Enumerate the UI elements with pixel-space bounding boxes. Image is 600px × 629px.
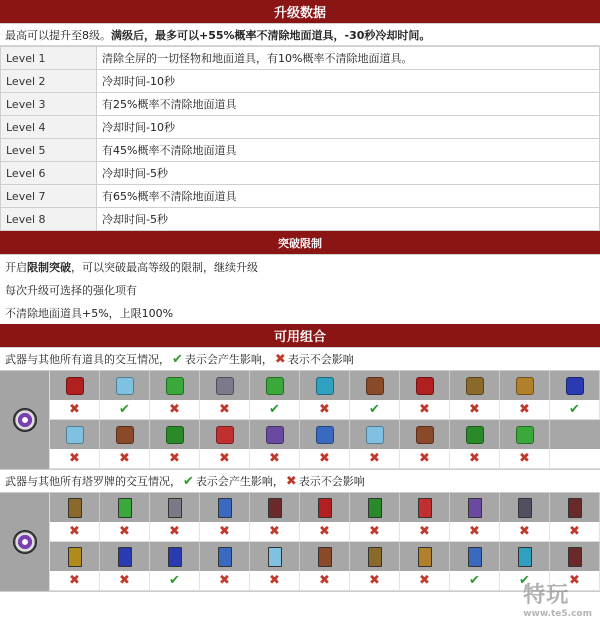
mark-cell <box>250 449 300 468</box>
mark-cell <box>100 449 150 468</box>
level-label: Level 6 <box>1 162 97 185</box>
mark-cell <box>400 522 450 541</box>
brown-chest-icon <box>116 426 134 444</box>
cross-icon: ✖ <box>469 451 480 466</box>
upgrade-summary-bold: 满级后，最多可以+55%概率不清除地面道具，-30秒冷却时间。 <box>111 28 431 42</box>
item-cell <box>550 371 600 400</box>
cross-icon: ✖ <box>419 573 430 588</box>
items-intro-text: 武器与其他所有道具的交互情况， <box>5 353 170 366</box>
level-label: Level 5 <box>1 139 97 162</box>
level-row <box>1 139 600 162</box>
watermark-url: www.te5.com <box>523 609 592 619</box>
breakthrough-text: 开启 <box>5 260 27 274</box>
tarot-cell <box>300 493 350 522</box>
mark-cell <box>500 449 550 468</box>
cross-icon: ✖ <box>219 451 230 466</box>
tarot-cobalt-card-icon <box>118 547 132 567</box>
cross-icon: ✖ <box>569 524 580 539</box>
tarot-cell <box>400 542 450 571</box>
tarot-intro-check-text: 表示会产生影响， <box>195 475 284 488</box>
breakthrough-header <box>0 231 600 255</box>
watermark-name: 特玩 <box>523 583 570 608</box>
tarot-intro-text: 武器与其他所有塔罗牌的交互情况， <box>5 475 181 488</box>
cross-icon: ✖ <box>269 573 280 588</box>
tarot-intro <box>0 470 600 493</box>
mark-cell <box>250 571 300 590</box>
mark-cell <box>200 522 250 541</box>
mark-cell <box>450 571 500 590</box>
tarot-cell <box>550 493 600 522</box>
mark-cell <box>100 522 150 541</box>
cross-icon: ✖ <box>219 524 230 539</box>
check-icon: ✔ <box>469 573 480 588</box>
tarot-cell <box>450 493 500 522</box>
item-cell <box>100 371 150 400</box>
cross-icon: ✖ <box>569 573 580 588</box>
item-cell <box>450 420 500 449</box>
items-intro-check-text: 表示会产生影响， <box>184 353 273 366</box>
items-intro <box>0 348 600 371</box>
cross-icon: ✖ <box>69 402 80 417</box>
item-cell <box>50 371 100 400</box>
weapon-cell <box>0 493 50 591</box>
red-magnet-icon <box>416 426 434 444</box>
cross-icon: ✖ <box>219 573 230 588</box>
level-row <box>1 70 600 93</box>
mark-cell <box>50 522 100 541</box>
weapon-cell <box>0 371 50 469</box>
tarot-pale-card-icon <box>518 547 532 567</box>
cross-icon: ✖ <box>269 451 280 466</box>
mark-cell <box>450 400 500 419</box>
mark-cell <box>450 522 500 541</box>
cross-icon: ✖ <box>69 573 80 588</box>
red-arrow-icon <box>466 426 484 444</box>
tarot-cell <box>250 493 300 522</box>
tarot-cell <box>350 542 400 571</box>
cross-icon: ✖ <box>319 402 330 417</box>
mark-cell <box>500 522 550 541</box>
tarot-orange-card-icon <box>468 547 482 567</box>
check-icon: ✔ <box>519 573 530 588</box>
cross-icon: ✖ <box>419 402 430 417</box>
cross-icon: ✖ <box>319 451 330 466</box>
tarot-cell <box>350 493 400 522</box>
item-cell <box>200 371 250 400</box>
mark-cell <box>350 522 400 541</box>
mark-cell <box>400 571 450 590</box>
item-cell <box>500 371 550 400</box>
level-effect: 冷却时间-10秒 <box>97 116 600 139</box>
level-row <box>1 162 600 185</box>
item-cell <box>100 420 150 449</box>
tarot-cell <box>250 542 300 571</box>
mark-cell <box>250 400 300 419</box>
tarot-cyan-card-icon <box>68 498 82 518</box>
item-cell <box>50 420 100 449</box>
combos-header <box>0 324 600 348</box>
mark-cell <box>250 522 300 541</box>
mark-cell <box>400 449 450 468</box>
tarot-navy-card-icon <box>368 498 382 518</box>
tarot-cell <box>50 493 100 522</box>
silver-armor-icon <box>516 377 534 395</box>
tarot-cell <box>100 493 150 522</box>
cross-icon: ✖ <box>69 524 80 539</box>
tarot-intro-cross-text: 表示不会影响 <box>298 475 365 488</box>
mark-cell <box>350 400 400 419</box>
tarot-slate-card-icon <box>318 547 332 567</box>
tarot-violet-card-icon <box>68 547 82 567</box>
check-icon: ✔ <box>169 573 180 588</box>
breakthrough-bold: 限制突破 <box>27 260 71 274</box>
mark-cell <box>450 449 500 468</box>
item-cell <box>450 371 500 400</box>
cross-icon: ✖ <box>419 524 430 539</box>
item-cell <box>400 420 450 449</box>
mark-cell <box>150 400 200 419</box>
item-cell <box>400 371 450 400</box>
tarot-indigo-card-icon <box>518 498 532 518</box>
cross-icon: ✖ <box>119 524 130 539</box>
blue-orb-icon <box>466 377 484 395</box>
gold-shield-icon <box>66 426 84 444</box>
cross-icon: ✖ <box>119 573 130 588</box>
tarot-cell <box>400 493 450 522</box>
upgrade-summary-text: 最高可以提升至8级。 <box>5 28 111 42</box>
item-cell <box>250 371 300 400</box>
tarot-cell <box>50 542 100 571</box>
level-table <box>0 46 600 231</box>
tarot-cell <box>500 493 550 522</box>
cross-icon: ✖ <box>119 451 130 466</box>
weapon-disc-icon <box>13 408 37 432</box>
level-effect: 有25%概率不清除地面道具 <box>97 93 600 116</box>
items-intro-cross-text: 表示不会影响 <box>287 353 354 366</box>
cross-icon: ✖ <box>219 402 230 417</box>
mark-cell <box>300 522 350 541</box>
green-ring-icon <box>366 426 384 444</box>
tarot-aqua-card-icon <box>218 547 232 567</box>
tarot-cell <box>150 542 200 571</box>
level-row <box>1 93 600 116</box>
gold-bar-icon <box>516 426 534 444</box>
tarot-blue-card-icon <box>118 498 132 518</box>
cross-icon: ✖ <box>169 402 180 417</box>
compass-icon <box>566 377 584 395</box>
watermark <box>523 578 592 619</box>
cross-legend-icon: ✖ <box>274 351 286 367</box>
tarot-olive-card-icon <box>568 498 582 518</box>
mark-cell <box>100 571 150 590</box>
breakthrough-title: 突破限制 <box>278 236 322 250</box>
item-cell <box>350 371 400 400</box>
tarot-grid <box>0 493 600 592</box>
mark-cell <box>300 449 350 468</box>
breakthrough-text-tail: ，可以突破最高等级的限制，继续升级 <box>71 260 258 274</box>
cross-icon: ✖ <box>369 573 380 588</box>
dark-ring-icon <box>316 426 334 444</box>
breakthrough-line-3: 不清除地面道具+5%，上限100% <box>5 306 174 320</box>
mark-cell <box>150 449 200 468</box>
red-book-icon <box>116 377 134 395</box>
cross-icon: ✖ <box>319 524 330 539</box>
cross-icon: ✖ <box>519 524 530 539</box>
mark-cell <box>50 400 100 419</box>
combos-title: 可用组合 <box>273 330 326 345</box>
cross-icon: ✖ <box>319 573 330 588</box>
mark-cell <box>50 571 100 590</box>
level-label: Level 3 <box>1 93 97 116</box>
white-wings-icon <box>266 426 284 444</box>
level-row <box>1 208 600 231</box>
check-legend-icon: ✔ <box>183 473 194 489</box>
level-label: Level 2 <box>1 70 97 93</box>
cross-icon: ✖ <box>169 524 180 539</box>
level-effect: 冷却时间-10秒 <box>97 70 600 93</box>
item-cell <box>500 420 550 449</box>
mark-cell <box>150 571 200 590</box>
item-cell <box>350 420 400 449</box>
level-label: Level 4 <box>1 116 97 139</box>
clover-icon <box>266 377 284 395</box>
skull-mask-icon <box>166 426 184 444</box>
tarot-yellow-card-icon <box>268 498 282 518</box>
item-cell <box>200 420 250 449</box>
tarot-ghost-card-icon <box>568 547 582 567</box>
item-cell <box>150 371 200 400</box>
level-label: Level 8 <box>1 208 97 231</box>
mark-cell <box>350 449 400 468</box>
mark-cell <box>550 400 600 419</box>
pink-skull-icon <box>216 426 234 444</box>
tarot-cell <box>100 542 150 571</box>
check-legend-icon: ✔ <box>172 351 183 367</box>
tarot-crimson-card-icon <box>418 547 432 567</box>
level-effect: 冷却时间-5秒 <box>97 162 600 185</box>
level-row <box>1 47 600 70</box>
weapon-disc-icon <box>13 530 37 554</box>
wooden-crate-icon <box>216 377 234 395</box>
cross-icon: ✖ <box>519 451 530 466</box>
breakthrough-line-2: 每次升级可选择的强化项有 <box>5 283 137 297</box>
cross-icon: ✖ <box>369 524 380 539</box>
level-label: Level 1 <box>1 47 97 70</box>
level-effect: 冷却时间-5秒 <box>97 208 600 231</box>
item-cell <box>150 420 200 449</box>
mark-cell <box>400 400 450 419</box>
check-icon: ✔ <box>369 402 380 417</box>
mark-cell <box>550 522 600 541</box>
mark-cell <box>200 449 250 468</box>
mark-cell <box>150 522 200 541</box>
tarot-cell <box>150 493 200 522</box>
level-effect: 有45%概率不清除地面道具 <box>97 139 600 162</box>
level-row <box>1 185 600 208</box>
cross-icon: ✖ <box>369 451 380 466</box>
mark-cell <box>100 400 150 419</box>
mark-cell <box>300 400 350 419</box>
tarot-sky-card-icon <box>168 547 182 567</box>
heart-pendant-icon <box>66 377 84 395</box>
level-effect: 清除全屏的一切怪物和地面道具，有10%概率不清除地面道具。 <box>97 47 600 70</box>
tarot-cell <box>550 542 600 571</box>
mark-cell <box>50 449 100 468</box>
mark-cell <box>350 571 400 590</box>
tarot-gray-card-icon <box>318 498 332 518</box>
tarot-cell <box>200 542 250 571</box>
tarot-cell <box>450 542 500 571</box>
upgrade-summary <box>0 24 600 46</box>
cross-legend-icon: ✖ <box>285 473 297 489</box>
tarot-ice-card-icon <box>368 547 382 567</box>
tarot-dark-card-icon <box>168 498 182 518</box>
level-label: Level 7 <box>1 185 97 208</box>
cross-icon: ✖ <box>469 402 480 417</box>
mark-cell <box>200 571 250 590</box>
item-cell <box>250 420 300 449</box>
cross-icon: ✖ <box>419 451 430 466</box>
cross-icon: ✖ <box>519 402 530 417</box>
cross-icon: ✖ <box>269 524 280 539</box>
item-cell <box>300 371 350 400</box>
upgrade-header <box>0 0 600 24</box>
breakthrough-line-1 <box>0 255 600 278</box>
mark-cell <box>300 571 350 590</box>
tarot-green-card-icon <box>468 498 482 518</box>
check-icon: ✔ <box>119 402 130 417</box>
tarot-cell <box>200 493 250 522</box>
upgrade-title: 升级数据 <box>273 6 326 21</box>
brown-bracer-icon <box>166 377 184 395</box>
items-grid <box>0 371 600 470</box>
cross-icon: ✖ <box>69 451 80 466</box>
tarot-teal-card-icon <box>418 498 432 518</box>
level-effect: 有65%概率不清除地面道具 <box>97 185 600 208</box>
tarot-amber-card-icon <box>268 547 282 567</box>
tarot-cell <box>500 542 550 571</box>
gold-crown-icon <box>316 377 334 395</box>
mark-cell <box>200 400 250 419</box>
red-heart-icon <box>416 377 434 395</box>
tarot-cell <box>300 542 350 571</box>
check-icon: ✔ <box>269 402 280 417</box>
mark-cell <box>500 400 550 419</box>
green-feather-icon <box>366 377 384 395</box>
cross-icon: ✖ <box>169 451 180 466</box>
item-cell <box>300 420 350 449</box>
level-row <box>1 116 600 139</box>
tarot-gold-card-icon <box>218 498 232 518</box>
cross-icon: ✖ <box>469 524 480 539</box>
check-icon: ✔ <box>569 402 580 417</box>
